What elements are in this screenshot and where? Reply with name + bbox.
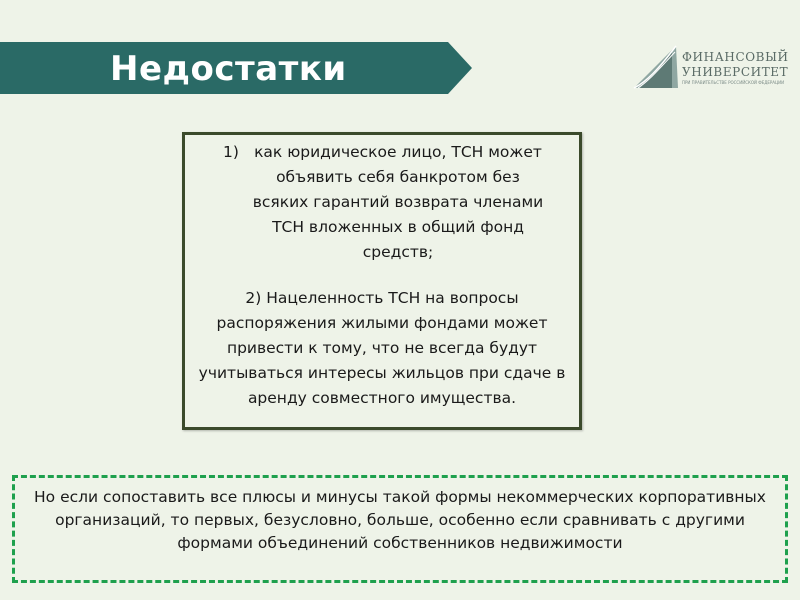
disadvantages-box: [182, 132, 582, 430]
logo-line-3: ПРИ ПРАВИТЕЛЬСТВЕ РОССИЙСКОЙ ФЕДЕРАЦИИ: [682, 80, 785, 85]
item-1-text: как юридическое лицо, ТСН может объявить себя банкротом без всяких гарантий возврата членами ТСН вложенных в общий фонд средств;: [252, 143, 544, 261]
disadvantage-item-1: [185, 140, 579, 265]
item-1-number: 1): [223, 143, 239, 161]
conclusion-text: Но если сопоставить все плюсы и минусы такой формы некоммерческих корпоративных организаций, то первых, безусловно, больше, особенно если сравнивать с другими формами объединений собственников недвижимости: [34, 488, 766, 552]
title-banner: [0, 42, 472, 94]
logo-line-2: УНИВЕРСИТЕТ: [682, 65, 789, 79]
university-logo: [632, 42, 792, 90]
conclusion-box: [12, 475, 788, 583]
logo-emblem-icon: [632, 42, 682, 90]
logo-line-1: ФИНАНСОВЫЙ: [682, 50, 789, 64]
disadvantage-item-2: 2) Нацеленность ТСН на вопросы распоряжения жилыми фондами может привести к тому, что не всегда будут учитываться интересы жильцов при сдаче в аренду совместного имущества.: [198, 289, 566, 407]
slide-title: Недостатки: [110, 49, 347, 89]
